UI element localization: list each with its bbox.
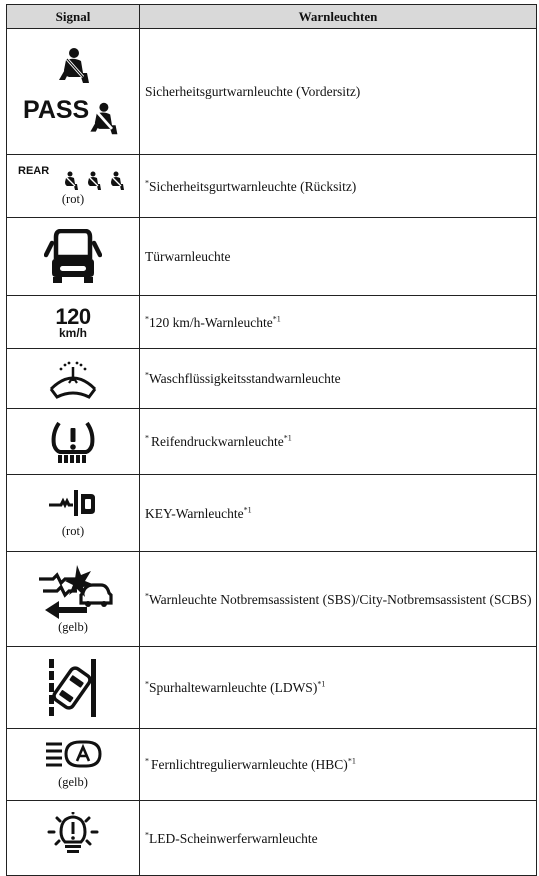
asterisk: *	[145, 433, 151, 443]
label-cell	[140, 155, 537, 218]
signal-cell	[7, 647, 140, 729]
footnote: *1	[317, 679, 326, 689]
asterisk: *	[145, 314, 149, 323]
speed-120-icon	[7, 303, 139, 340]
speed-value: 120	[55, 303, 91, 329]
table-row	[7, 155, 537, 218]
color-note: (rot)	[61, 523, 85, 538]
warning-label: Waschflüssigkeitsstandwarnleuchte	[149, 371, 341, 386]
label-cell	[140, 475, 537, 552]
warning-lights-table	[6, 4, 537, 876]
table-row	[7, 647, 537, 729]
signal-cell	[7, 729, 140, 801]
warning-label: Fernlichtregulierwarnleuchte (HBC)	[151, 757, 348, 772]
table-row	[7, 729, 537, 801]
signal-cell	[7, 801, 140, 876]
rear-seatbelt-icon	[60, 171, 128, 191]
asterisk: *	[145, 756, 151, 766]
label-cell	[140, 296, 537, 349]
pass-seatbelt-icon	[85, 100, 121, 138]
signal-cell	[7, 155, 140, 218]
asterisk: *	[145, 591, 149, 600]
label-cell	[140, 729, 537, 801]
high-beam-control-icon	[44, 739, 102, 769]
asterisk: *	[145, 830, 149, 839]
seatbelt-icon	[53, 46, 93, 86]
table-row	[7, 409, 537, 475]
footnote: *1	[347, 756, 356, 766]
table-row	[7, 552, 537, 647]
pass-label: PASS	[23, 95, 90, 124]
led-headlight-icon	[43, 812, 103, 864]
table-row	[7, 29, 537, 155]
lane-departure-icon	[47, 657, 99, 719]
warning-label: Sicherheitsgurtwarnleuchte (Rücksitz)	[149, 178, 357, 194]
table-row	[7, 296, 537, 349]
door-open-icon	[44, 229, 102, 285]
label-cell	[140, 29, 537, 155]
footnote: *1	[243, 505, 252, 514]
label-cell	[140, 801, 537, 876]
warning-label: LED-Scheinwerferwarnleuchte	[149, 830, 318, 846]
asterisk: *	[145, 178, 149, 187]
signal-cell	[7, 475, 140, 552]
rear-label: REAR	[18, 165, 50, 177]
label-cell	[140, 218, 537, 296]
warning-label: Türwarnleuchte	[145, 249, 231, 264]
warning-label: Warnleuchte Notbremsassistent (SBS)/City-Notbremsassistent (SCBS)	[149, 591, 532, 607]
color-note: (gelb)	[58, 620, 88, 634]
table-row	[7, 801, 537, 876]
warning-label: KEY-Warnleuchte	[145, 505, 244, 521]
signal-cell	[7, 409, 140, 475]
key-icon	[47, 488, 99, 518]
label-cell	[140, 409, 537, 475]
table-row	[7, 218, 537, 296]
asterisk: *	[145, 679, 149, 689]
signal-cell	[7, 296, 140, 349]
warning-label: Reifendruckwarnleuchte	[151, 434, 284, 449]
warning-label: Spurhaltewarnleuchte (LDWS)	[149, 680, 318, 695]
footnote: *1	[272, 314, 281, 323]
signal-cell	[7, 349, 140, 409]
header-signal: Signal	[7, 5, 140, 29]
label-cell	[140, 552, 537, 647]
washer-fluid-icon	[45, 359, 101, 399]
tire-pressure-icon	[48, 419, 98, 465]
color-note: (rot)	[61, 192, 85, 206]
signal-cell	[7, 218, 140, 296]
speed-unit: km/h	[58, 325, 87, 340]
table-row	[7, 349, 537, 409]
color-note: (gelb)	[58, 775, 88, 789]
header-warning-lights: Warnleuchten	[140, 5, 537, 29]
signal-cell	[7, 29, 140, 155]
table-header-row	[7, 5, 537, 29]
signal-cell	[7, 552, 140, 647]
label-cell	[140, 349, 537, 409]
label-cell	[140, 647, 537, 729]
table-row	[7, 475, 537, 552]
warning-label: 120 km/h-Warnleuchte	[149, 314, 273, 330]
warning-label: Sicherheitsgurtwarnleuchte (Vordersitz)	[145, 84, 361, 99]
footnote: *1	[283, 433, 292, 443]
asterisk: *	[145, 370, 149, 380]
collision-brake-icon	[33, 563, 113, 619]
